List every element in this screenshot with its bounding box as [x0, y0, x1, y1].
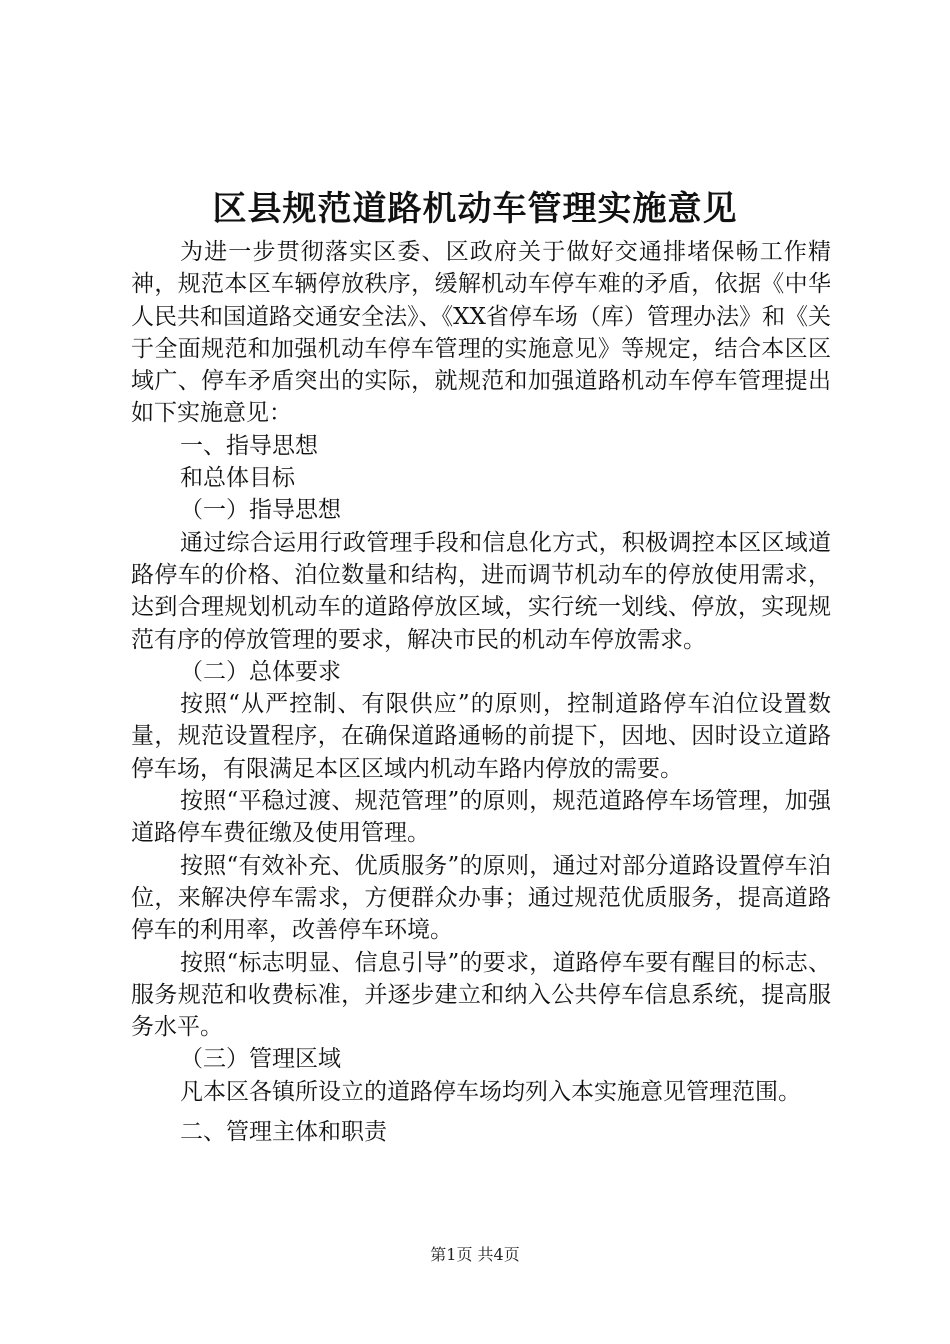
paragraph-management-area: 凡本区各镇所设立的道路停车场均列入本实施意见管理范围。 [180, 1078, 801, 1105]
subsection-heading-overall-requirements: （二）总体要求 [180, 658, 341, 685]
section-heading-2: 二、管理主体和职责 [180, 1119, 387, 1146]
intro-paragraph: 为进一步贯彻落实区委、区政府关于做好交通排堵保畅工作精神，规范本区车辆停放秩序，缓解机动车停车难的矛盾，依据《中华人民共和国道路交通安全法》、《XX省停车场（库）管理办法》和《关于全面规范和加强机动车停车管理的实施意见》等规定，结合本区区域广、停车矛盾突出的实际，就规范和加强道路机动车停车管理提出如下实施意见： [131, 239, 831, 427]
document-title: 区县规范道路机动车管理实施意见 [212, 189, 738, 229]
paragraph-requirement-4: 按照“标志明显、信息引导”的要求，道路停车要有醒目的标志、服务规范和收费标准，并逐步建立和纳入公共停车信息系统，提高服务水平。 [131, 949, 831, 1041]
section-heading-1: 一、指导思想 [180, 432, 318, 459]
paragraph-spacer [131, 1108, 831, 1116]
subsection-heading-guiding-thought: （一）指导思想 [180, 497, 341, 524]
document-body [131, 236, 831, 1148]
subsection-heading-management-area: （三）管理区域 [180, 1046, 341, 1073]
paragraph-requirement-2: 按照“平稳过渡、规范管理”的原则，规范道路停车场管理，加强道路停车费征缴及使用管理。 [131, 788, 831, 847]
page-number-footer: 第1页 共4页 [430, 1245, 520, 1264]
paragraph-requirement-1: 按照“从严控制、有限供应”的原则，控制道路停车泊位设置数量，规范设置程序，在确保道路通畅的前提下，因地、因时设立道路停车场，有限满足本区区域内机动车路内停放的需要。 [131, 691, 831, 782]
paragraph-requirement-3: 按照“有效补充、优质服务”的原则，通过对部分道路设置停车泊位，来解决停车需求，方便群众办事；通过规范优质服务，提高道路停车的利用率，改善停车环境。 [131, 852, 831, 944]
section-heading-1-continued: 和总体目标 [180, 465, 295, 492]
paragraph-guiding-thought: 通过综合运用行政管理手段和信息化方式，积极调控本区区域道路停车的价格、泊位数量和结构，进而调节机动车的停放使用需求，达到合理规划机动车的道路停放区域，实行统一划线、停放，实现规范有序的停放管理的要求，解决市民的机动车停放需求。 [131, 529, 831, 653]
